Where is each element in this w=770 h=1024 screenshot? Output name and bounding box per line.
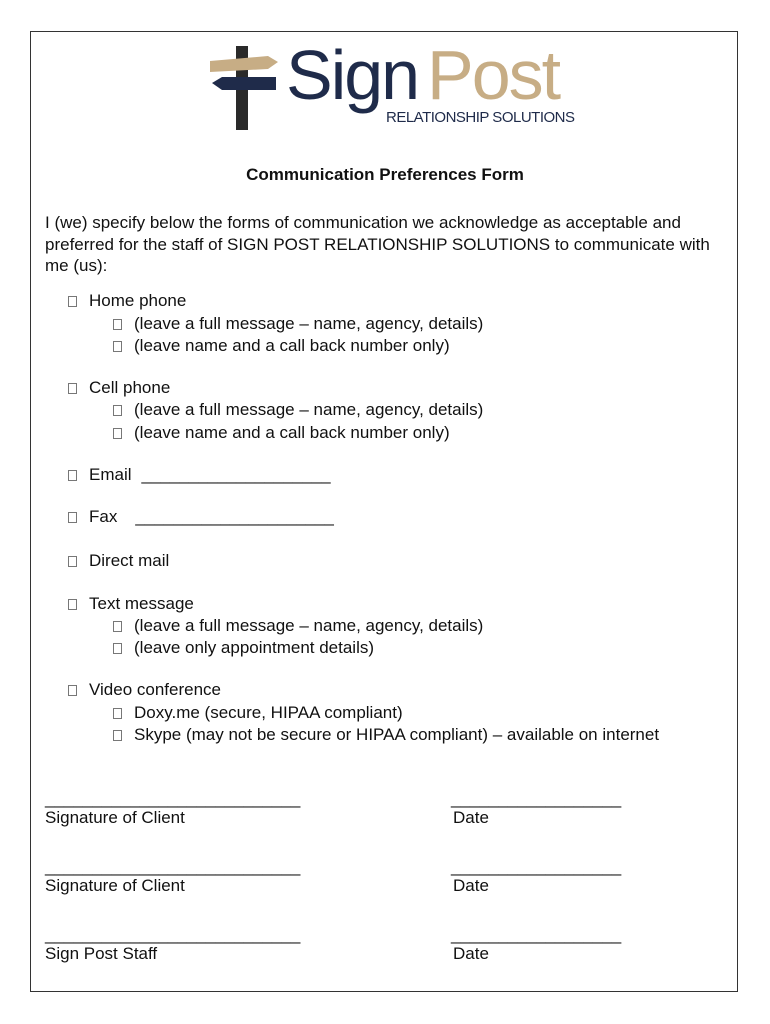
date-label: Date <box>453 944 489 963</box>
option-label: Fax <box>89 507 118 526</box>
option-video-conference[interactable] <box>68 680 221 700</box>
signature-line[interactable]: ___________________________ <box>45 925 301 944</box>
option-label: Email <box>89 465 132 484</box>
checkbox[interactable] <box>113 621 122 632</box>
date-line[interactable]: __________________ <box>451 857 622 876</box>
logo-word-post: Post <box>427 36 560 114</box>
option-label: (leave a full message – name, agency, details) <box>134 314 484 333</box>
checkbox[interactable] <box>68 599 77 610</box>
signature-line[interactable]: ___________________________ <box>45 857 301 876</box>
checkbox[interactable] <box>113 708 122 719</box>
checkbox[interactable] <box>113 428 122 439</box>
logo-word-sign: Sign <box>286 36 419 114</box>
date-line[interactable]: __________________ <box>451 789 622 808</box>
option-label: (leave only appointment details) <box>134 638 375 657</box>
option-home-phone[interactable] <box>68 291 186 311</box>
logo-subtitle: RELATIONSHIP SOLUTIONS <box>386 109 575 126</box>
option-video-skype[interactable] <box>113 725 659 745</box>
checkbox[interactable] <box>68 470 77 481</box>
option-home-phone-full-message[interactable] <box>113 314 483 334</box>
option-label: Video conference <box>89 680 222 699</box>
date-line[interactable]: __________________ <box>451 925 622 944</box>
checkbox[interactable] <box>68 296 77 307</box>
signature-label: Signature of Client <box>45 808 185 827</box>
option-label: Text message <box>89 594 194 613</box>
option-label: Doxy.me (secure, HIPAA compliant) <box>134 703 403 722</box>
date-label: Date <box>453 876 489 895</box>
checkbox[interactable] <box>68 383 77 394</box>
form-title: Communication Preferences Form <box>246 165 524 184</box>
option-cell-phone[interactable] <box>68 378 170 398</box>
checkbox[interactable] <box>113 319 122 330</box>
staff-signature-label: Sign Post Staff <box>45 944 158 963</box>
option-email[interactable] <box>68 465 331 485</box>
checkbox[interactable] <box>68 685 77 696</box>
option-label: (leave a full message – name, agency, details) <box>134 616 484 635</box>
checkbox[interactable] <box>113 341 122 352</box>
checkbox[interactable] <box>113 643 122 654</box>
option-label: (leave name and a call back number only) <box>134 336 450 355</box>
option-label: Home phone <box>89 291 187 310</box>
option-label: (leave a full message – name, agency, details) <box>134 400 484 419</box>
option-text-full-message[interactable] <box>113 616 483 636</box>
option-video-doxy[interactable] <box>113 703 403 723</box>
checkbox[interactable] <box>68 556 77 567</box>
signpost-icon <box>206 44 284 132</box>
signpost-logo <box>206 36 575 132</box>
option-home-phone-callback-only[interactable] <box>113 336 450 356</box>
option-label: Cell phone <box>89 378 171 397</box>
option-cell-phone-callback-only[interactable] <box>113 423 450 443</box>
option-fax[interactable] <box>68 507 334 527</box>
option-text-message[interactable] <box>68 594 194 614</box>
form-intro: I (we) specify below the forms of communication we acknowledge as acceptable and preferred for the staff of SIGN POST RELATIONSHIP SOLUTIONS to communicate with me (us): <box>45 213 710 275</box>
checkbox[interactable] <box>113 730 122 741</box>
option-label: Direct mail <box>89 551 170 570</box>
option-cell-phone-full-message[interactable] <box>113 400 483 420</box>
option-label: (leave name and a call back number only) <box>134 423 450 442</box>
option-text-appointment-only[interactable] <box>113 638 374 658</box>
signature-label: Signature of Client <box>45 876 185 895</box>
date-label: Date <box>453 808 489 827</box>
checkbox[interactable] <box>113 405 122 416</box>
fax-field[interactable]: _____________________ <box>135 507 334 526</box>
checkbox[interactable] <box>68 512 77 523</box>
option-label: Skype (may not be secure or HIPAA compliant) – available on internet <box>134 725 660 744</box>
option-direct-mail[interactable] <box>68 551 169 571</box>
signature-line[interactable]: ___________________________ <box>45 789 301 808</box>
email-field[interactable]: ____________________ <box>141 465 331 484</box>
